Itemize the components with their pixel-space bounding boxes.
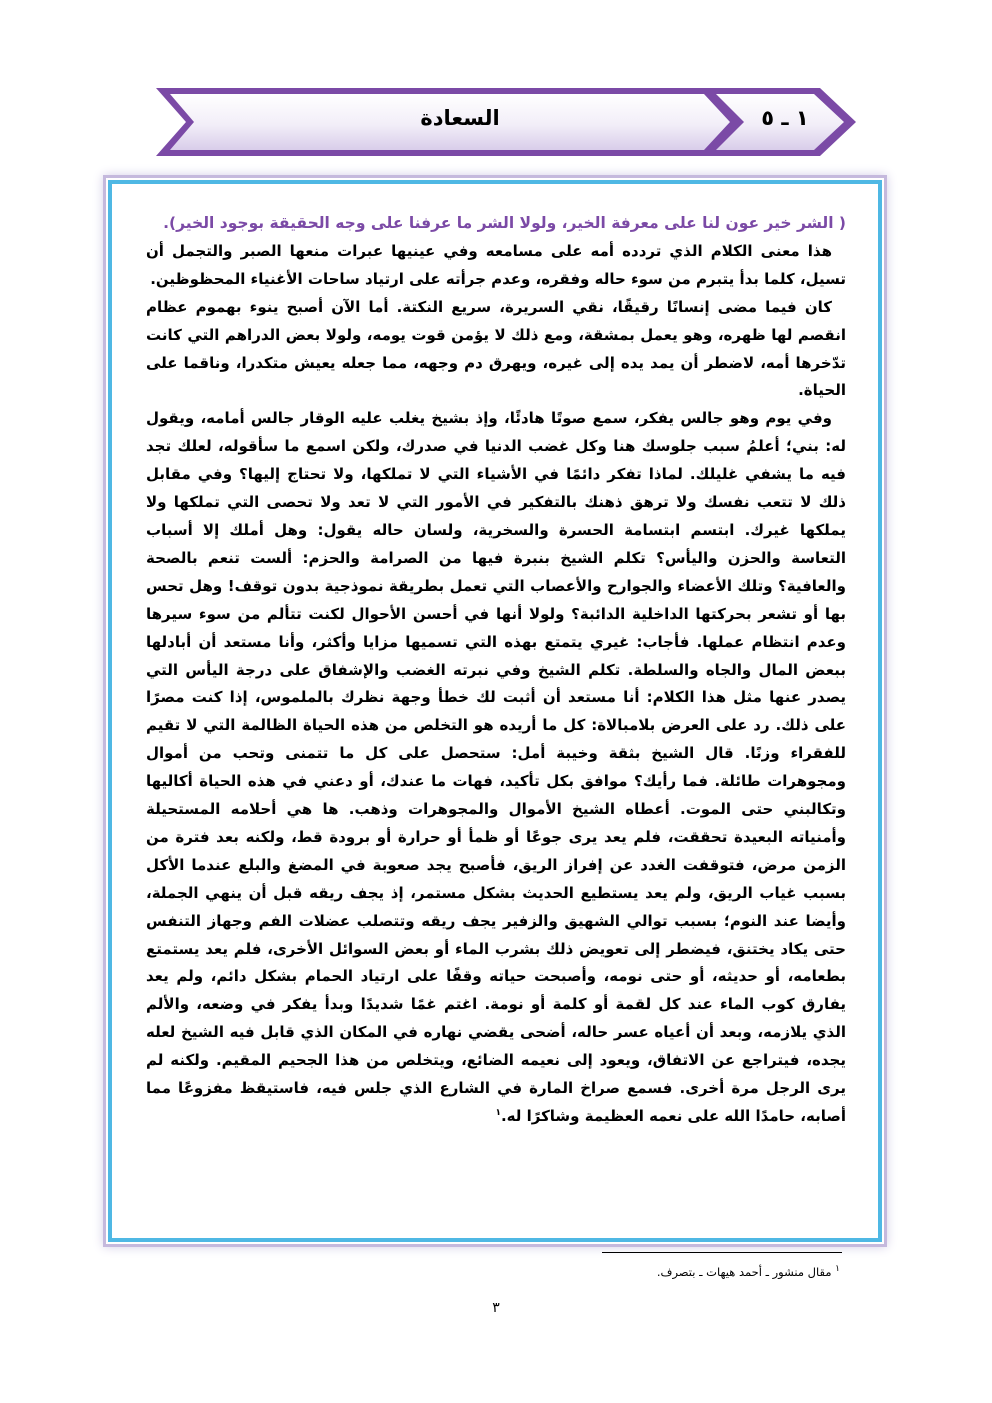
footnote-reference[interactable]: ١ (495, 1108, 501, 1118)
footnote-divider (602, 1252, 842, 1253)
paragraph-3-text: وفي يوم وهو جالس يفكر، سمع صوتًا هادئًا، وإذ بشيخ يغلب عليه الوقار جالس أمامه، ويقول له: بني؛ أعلمُ سبب جلوسك هنا وكل غضب الدنيا في صدرك، ولكن اسمع ما سأقوله، لعلك تجد فيه ما يشفي غليلك. لماذا تفكر دائمًا في الأشياء التي لا تملكها، ولا تحتاج إليها؟ وفي مقابل ذلك لا تتعب نفسك ولا ترهق ذهنك بالتفكير في الأمور التي لا تعد ولا تحصى التي تملكها ولا يملكها غيرك. ابتسم ابتسامة الحسرة والسخرية، ولسان حاله يقول: وهل أملك إلا أسباب التعاسة والحزن واليأس؟ تكلم الشيخ بنبرة فيها من الصرامة والحزم: ألست تنعم بالصحة والعافية؟ وتلك الأعضاء والجوارح والأعصاب التي تعمل بطريقة نموذجية بدون توقف! وهل تحس بها أو تشعر بحركتها الداخلية الدائبة؟ ولولا أنها في أحسن الأحوال لكنت تتألم من سوء سيرها وعدم انتظام عملها. فأجاب: غيري يتمتع بهذه التي تسميها مزايا وأكثر، وأنا مستعد أن أبادلها ببعض المال والجاه والسلطة. تكلم الشيخ وفي نبرته الغضب والإشفاق على درجة اليأس التي يصدر عنها مثل هذا الكلام: أنا مستعد أن أثبت لك خطأ وجهة نظرك بالملموس، إذا كنت مصرًا على ذلك. رد على العرض بلامبالاة: كل ما أريده هو التخلص من هذه الحياة الظالمة التي لا تقيم للفقراء وزنًا. قال الشيخ بثقة وخيبة أمل: ستحصل على كل ما تتمنى وتحب من أموال ومجوهرات طائلة. فما رأيك؟ موافق بكل تأكيد، فهات ما عندك، أو دعني في هذه الحياة أكاليها وتكالبني حتى الموت. أعطاه الشيخ الأموال والمجوهرات وذهب. ها هي أحلامه المستحيلة وأمنياته البعيدة تحققت، فلم يعد يرى جوعًا أو ظمأ أو حرارة أو برودة قط، ولكنه بعد فترة من الزمن مرض، فتوقفت الغدد عن إفراز الريق، فأصبح يجد صعوبة في المضغ والبلع عندما الأكل بسبب غياب الريق، ولم يعد يستطيع الحديث بشكل مستمر، إذ يجف ريقه قبل أن ينهي الجملة، وأيضا عند النوم؛ بسبب توالي الشهيق والزفير يجف ريقه وتتصلب عضلات الفم وجهاز التنفس حتى يكاد يختنق، فيضطر إلى تعويض ذلك بشرب الماء أو بعض السوائل الأخرى، فلم يعد يستمتع بطعامه، أو حديثه، أو حتى نومه، وأصبحت حياته وقفًا على ارتياد الحمام بشكل دائم، ولم يعد يفارق كوب الماء عند كل لقمة أو كلمة أو نومة. اغتم غمًا شديدًا وبدأ يفكر في وضعه، والألم الذي يلازمه، وبعد أن أعياه عسر حاله، أضحى يقضي نهاره في المكان الذي قابل فيه الشيخ لعله يجده، فيتراجع عن الاتفاق، ويعود إلى نعيمه الضائع، ويتخلص من هذا الجحيم المقيم. ولكنه لم يرى الرجل مرة أخرى. فسمع صراخ المارة في الشارع الذي جلس فيه، فاستيقظ مفزوعًا مما أصابه، حامدًا الله على نعمه العظيمة وشاكرًا له. (146, 409, 846, 1125)
footnote-number: ١ (835, 1264, 840, 1275)
footnote-text: مقال منشور ـ أحمد هيهات ـ بتصرف. (656, 1265, 832, 1279)
paragraph-1: هذا معنى الكلام الذي تردده أمه على مسامعه وفي عينيها عبرات منعها الصبر والتجمل أن تسيل، كلما بدأ يتبرم من سوء حاله وفقره، وعدم جرأته على ارتياد ساحات الأغنياء المحظوظين. (146, 241, 846, 288)
page-title: السعادة (420, 106, 500, 130)
paragraph-3 (146, 405, 846, 1131)
paragraph-2: كان فيما مضى إنسانًا رقيقًا، نقي السريرة، سريع النكتة. أما الآن أصبح ينوء بهموم عظام انقصم لها ظهره، وهو يعمل بمشقة، ومع ذلك لا يؤمن قوت يومه، ولولا بعض الدراهم التي كانت تدّخرها أمه، لاضطر أن يمد يده إلى غيره، ويهرق دم وجهه، مما جعله يعيش متكدرا، وناقما على الحياة. (146, 297, 846, 400)
page-number: ٣ (492, 1300, 500, 1316)
opening-quote: ( الشر خير عون لنا على معرفة الخير، ولولا الشر ما عرفنا على وجه الحقيقة بوجود الخير). (163, 214, 846, 232)
footnote (500, 1264, 840, 1280)
article-body (146, 210, 846, 1230)
lesson-number: ١ ـ ٥ (761, 106, 809, 130)
